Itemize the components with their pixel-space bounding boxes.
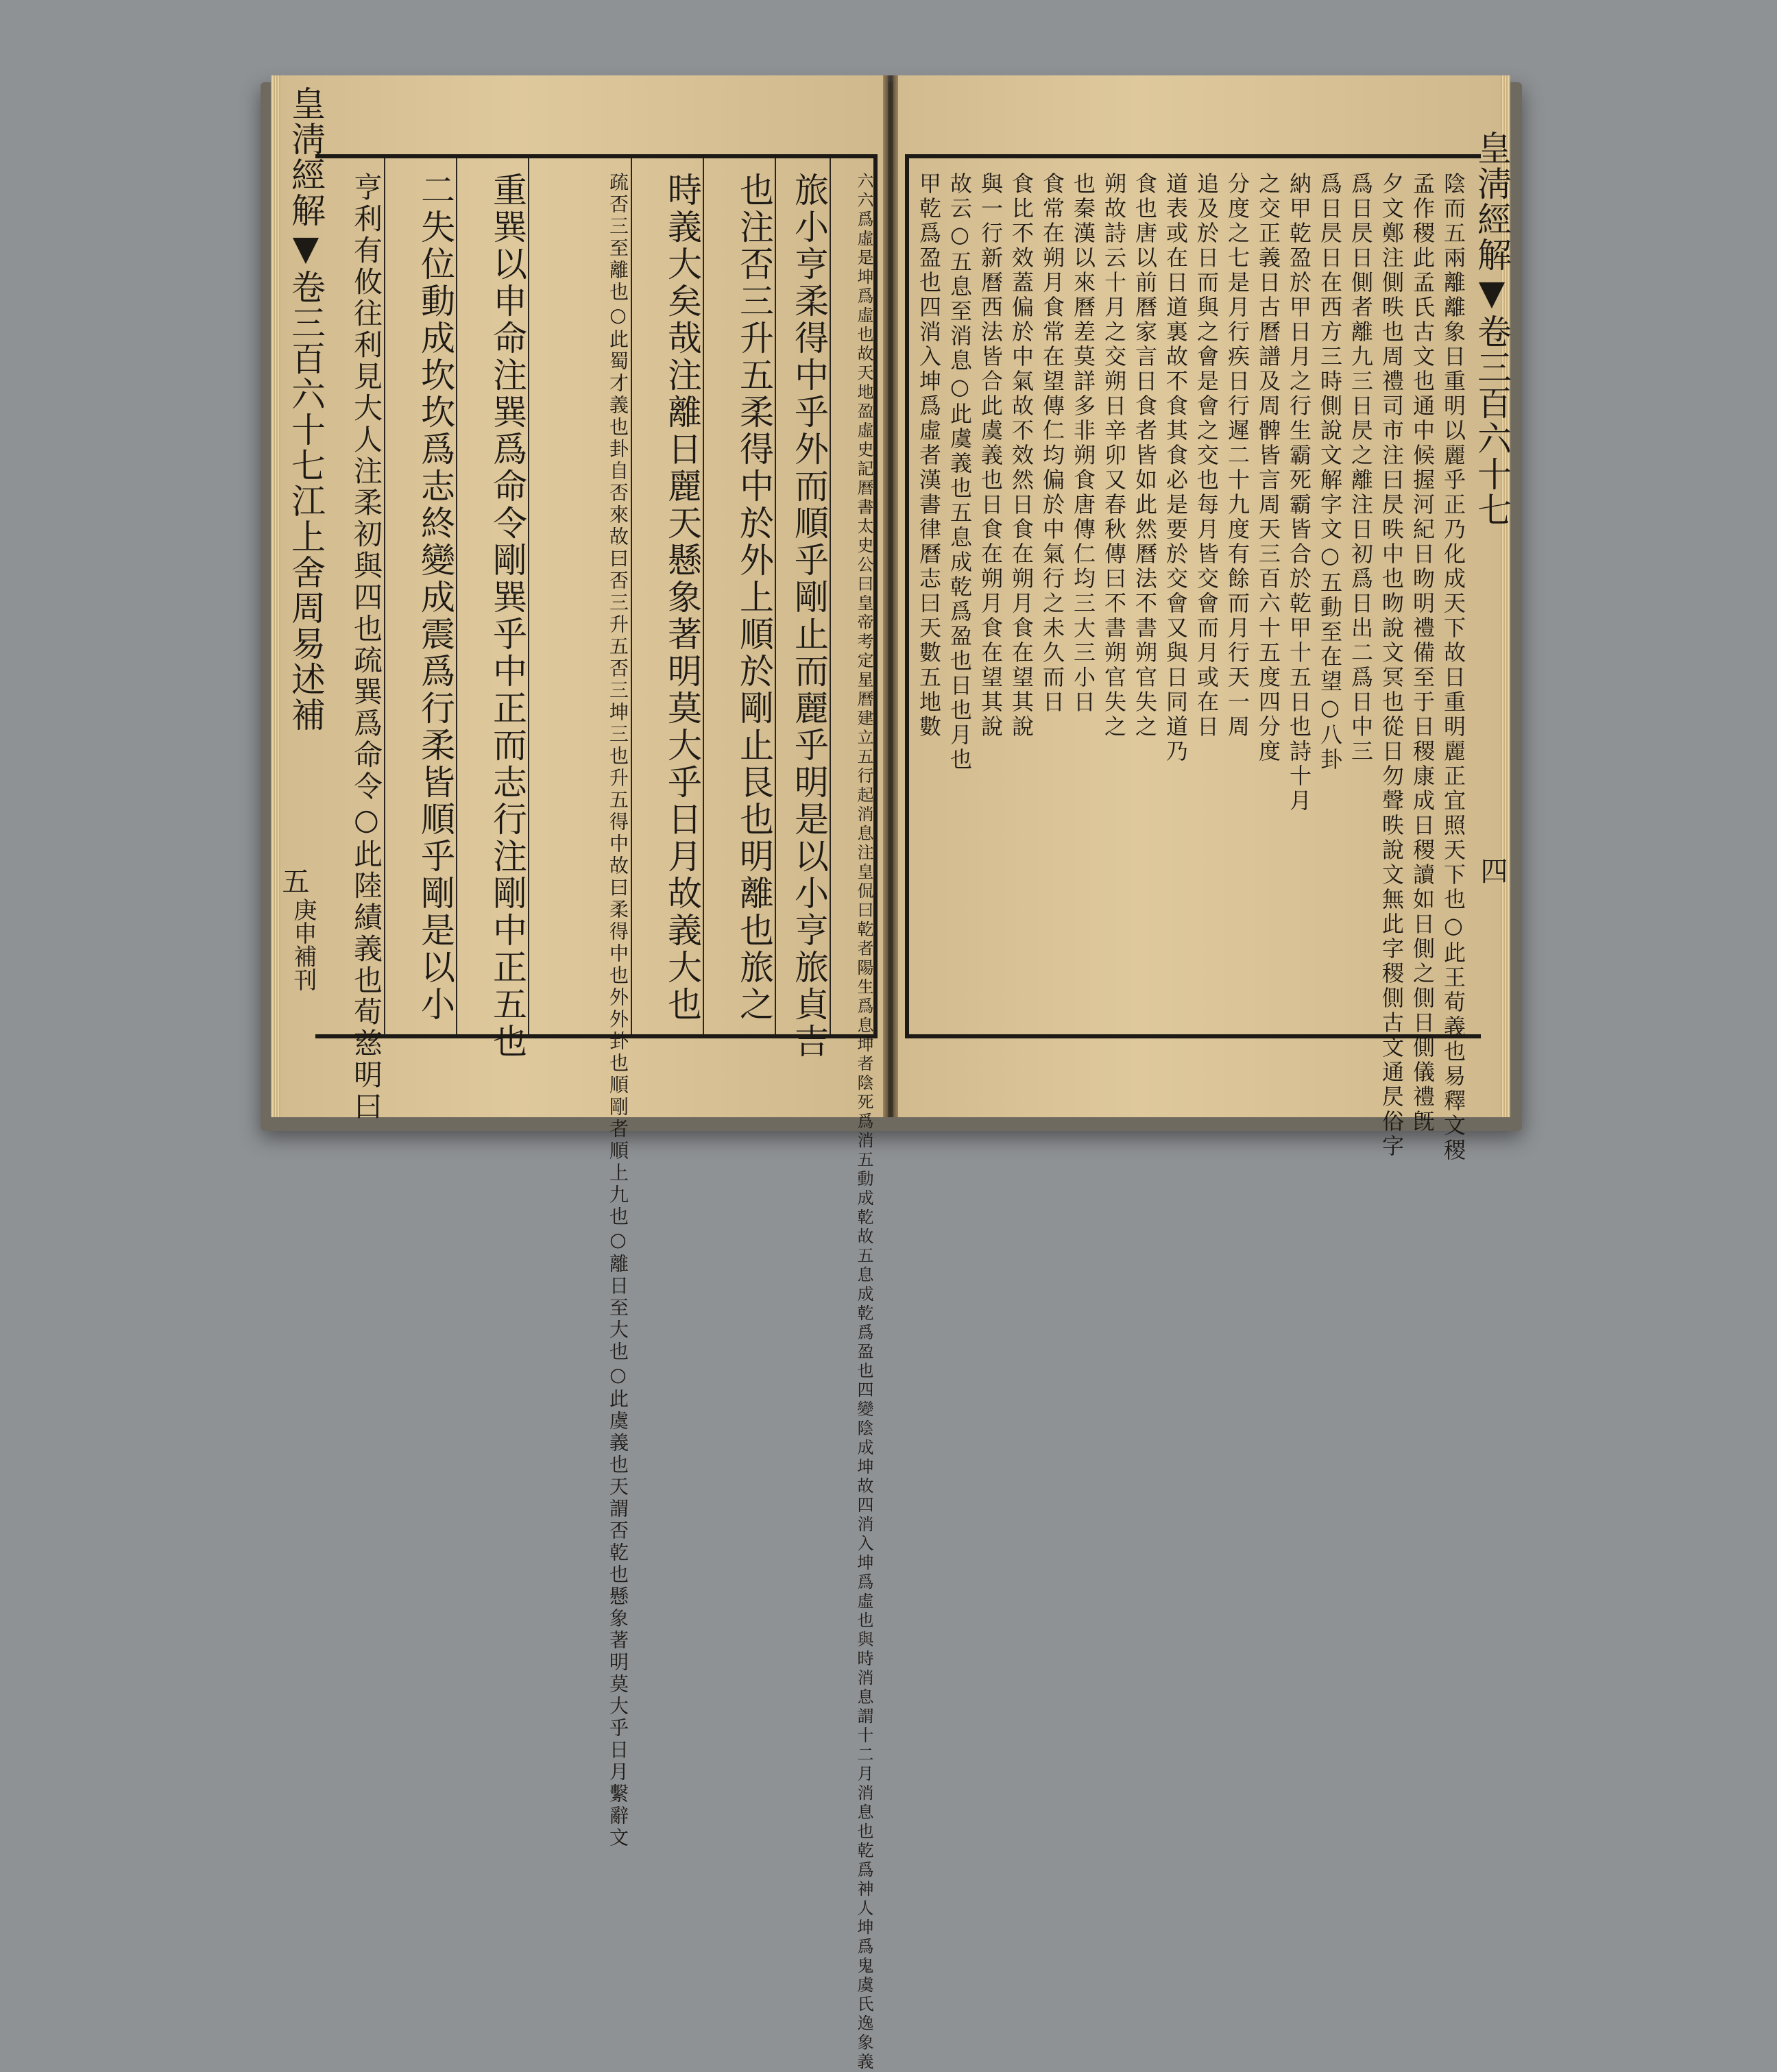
- column-rule: [631, 158, 632, 1034]
- book-gutter: [883, 75, 898, 1117]
- left-column-6-text: 重巽以申命注巽爲命令剛巽乎中正而志行注剛中正五也: [487, 172, 527, 1060]
- right-column-14-text: 食常在朔月食常在望傳仁均偏於中氣行之未久而日: [1039, 172, 1065, 715]
- right-column-13: [1067, 158, 1094, 1034]
- right-column-1-text: 陰而五兩離離象日重明以麗乎正乃化成天下故日重明麗正宜照天下也○此王荀義也易釋文稷: [1440, 172, 1466, 1163]
- left-column-4: [634, 158, 702, 1034]
- right-column-5-text: 爲日昃日在西方三時側說文解字文○五動至在望○八卦: [1317, 172, 1343, 772]
- right-column-7-text: 之交正義日古曆譜及周髀皆言周天三百六十五度四分度: [1255, 172, 1281, 764]
- left-column-7-text: 二失位動成坎坎爲志終變成震爲行柔皆順乎剛是以小: [415, 172, 455, 1023]
- right-column-17: [943, 158, 971, 1034]
- left-column-8: [315, 158, 383, 1123]
- left-column-5-text: 疏否三至離也○此蜀才義也卦自否來故曰否三升五否三坤三也升五得中故曰柔得中也外外卦也順剛者順上九也○離日至大也○此虞義也天謂否乾也懸象著明莫大乎日月繫辭文: [607, 172, 629, 1849]
- right-column-1: [1437, 158, 1466, 1163]
- right-column-11: [1128, 158, 1156, 1034]
- column-rule: [456, 158, 457, 1034]
- right-column-18-text: 甲乾爲盈也四消入坤爲虛者漢書律曆志曰天數五地數: [916, 172, 942, 740]
- right-column-3-text: 夕文鄭注側昳也周禮司市注曰昃昳中也昒說文冥也從日勿聲昳說文無此字稷側古文通昃俗字: [1379, 172, 1405, 1159]
- right-column-16-text: 與一行新曆西法皆合此虞義也日食在朔月食在望其說: [978, 172, 1004, 740]
- right-column-15: [1005, 158, 1035, 1034]
- left-column-2-text: 旅小亨柔得中乎外而順乎剛止而麗乎明是以小亨旅貞吉: [789, 172, 829, 1060]
- left-column-7: [387, 158, 455, 1034]
- right-page-title-margin: 皇淸經解▼卷三百六十七: [1472, 130, 1512, 528]
- left-column-3: [706, 158, 774, 1034]
- right-column-4-text: 爲日昃日側者離九三日昃之離注日初爲日出二爲日中三: [1348, 172, 1374, 764]
- left-column-5: [531, 158, 629, 1849]
- right-column-16: [974, 158, 1002, 1034]
- column-rule: [528, 158, 529, 1034]
- right-column-6-text: 納甲乾盈於甲日月之行生霸死霸皆合於乾甲十五日也詩十月: [1286, 172, 1312, 814]
- right-column-12-text: 朔故詩云十月之交朔日辛卯又春秋傳曰不書朔官失之: [1101, 172, 1127, 740]
- right-column-8-text: 分度之七是月行疾日行遲二十九度有餘而月行天一周: [1224, 172, 1250, 740]
- left-page-text-frame: [315, 154, 878, 2072]
- right-column-15-text: 食比不效蓋偏於中氣故不效然日食在朔月食在望其說: [1008, 172, 1035, 740]
- right-page-folio: 四: [1476, 857, 1508, 884]
- right-page-text-frame: [905, 154, 1481, 1163]
- left-page-folio-note: 庚申補刊: [289, 898, 317, 991]
- left-column-2: [778, 158, 829, 1060]
- left-column-3-text: 也注否三升五柔得中於外上順於剛止艮也明離也旅之: [734, 172, 774, 1023]
- right-column-10: [1159, 158, 1187, 1034]
- left-page-edge: [271, 75, 280, 1117]
- right-column-8: [1221, 158, 1248, 1034]
- right-column-18: [912, 158, 940, 1034]
- right-column-3: [1375, 158, 1405, 1159]
- column-rule: [384, 158, 385, 1034]
- right-column-9-text: 追及於日而與之會是會之交也每月皆交會而月或在日: [1194, 172, 1220, 740]
- left-column-8-text: 亨利有攸往利見大人注柔初與四也疏巽爲命令○此陸績義也荀慈明曰: [350, 172, 383, 1123]
- right-column-13-text: 也秦漢以來曆差莫詳多非朔食唐傳仁均三大三小日: [1070, 172, 1096, 715]
- left-column-4-text: 時義大矣哉注離日麗天懸象著明莫大乎日月故義大也: [662, 172, 702, 1023]
- left-page-folio: 五: [278, 867, 309, 894]
- right-column-2: [1406, 158, 1436, 1134]
- right-column-6: [1283, 158, 1310, 1034]
- right-column-17-text: 故云○五息至消息○此虞義也五息成乾爲盈也日也月也: [947, 172, 973, 772]
- right-column-14: [1036, 158, 1063, 1034]
- left-column-1-text: 六六爲虛是坤爲虛也故天地盈虛史記曆書太史公曰皇帝考定星曆建立五行起消息注皇侃曰乾者陽生爲息坤者陰死爲消五動成乾故五息成乾爲盈也四變陰成坤故四消入坤爲虛也與時消息謂十二月消息也乾爲神人坤爲鬼虞氏逸象義: [854, 172, 873, 2072]
- left-column-1: [831, 158, 873, 2072]
- right-column-12: [1098, 158, 1125, 1034]
- right-column-10-text: 道表或在日道裏故不食其食必是要於交會又與日同道乃: [1163, 172, 1189, 764]
- right-column-11-text: 食也唐以前曆家言日食者皆如此然曆法不書朔官失之: [1132, 172, 1158, 740]
- right-column-9: [1190, 158, 1218, 1034]
- column-rule: [703, 158, 704, 1034]
- right-column-4: [1344, 158, 1372, 1034]
- column-rule: [775, 158, 776, 1034]
- right-column-7: [1252, 158, 1279, 1034]
- left-page-title-margin: 皇淸經解▼卷三百六十七江上舍周易述補: [286, 86, 326, 733]
- right-column-5: [1314, 158, 1341, 1034]
- left-column-6: [459, 158, 527, 1060]
- right-column-2-text: 孟作稷此孟氏古文也通中候握河紀日昒明禮備至于日稷康成日稷讀如日側之側日側儀禮旣: [1410, 172, 1436, 1134]
